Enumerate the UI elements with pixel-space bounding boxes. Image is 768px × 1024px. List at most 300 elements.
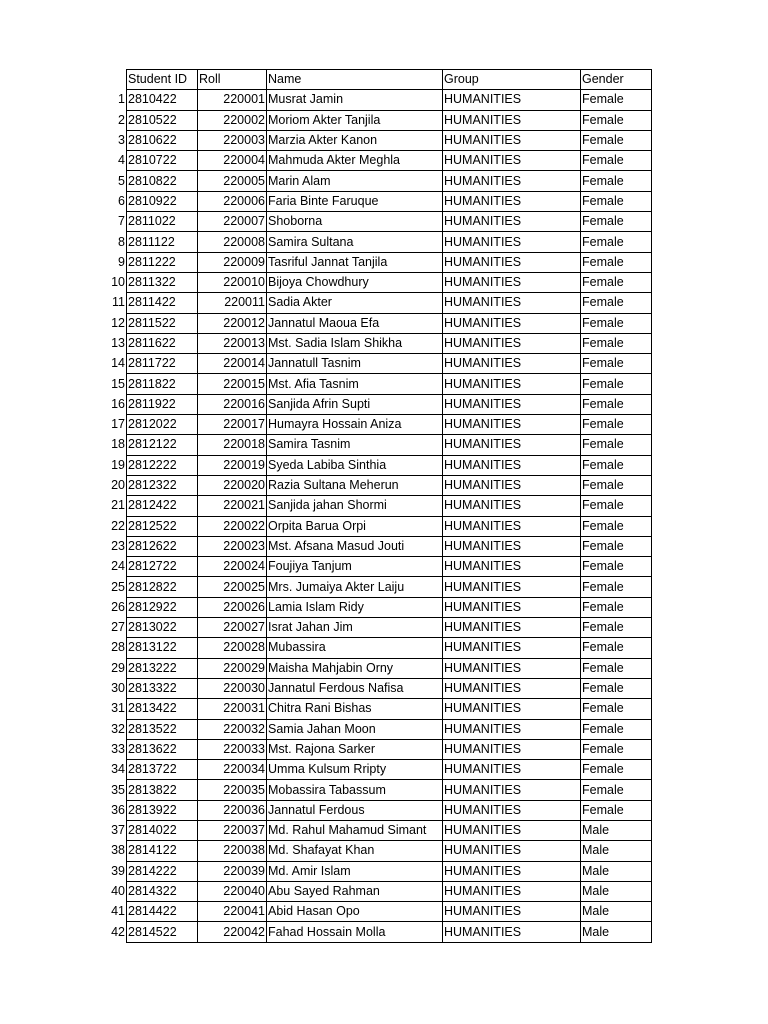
name-cell: Mst. Rajona Sarker bbox=[267, 739, 443, 759]
name-cell: Samira Tasnim bbox=[267, 435, 443, 455]
roll-cell: 220013 bbox=[198, 333, 267, 353]
student-id-cell: 2814522 bbox=[127, 922, 198, 942]
student-id-cell: 2811022 bbox=[127, 212, 198, 232]
row-index: 17 bbox=[111, 417, 125, 432]
gender-cell: Female bbox=[581, 638, 652, 658]
roll-cell: 220028 bbox=[198, 638, 267, 658]
roll-cell: 220019 bbox=[198, 455, 267, 475]
group-cell: HUMANITIES bbox=[443, 313, 581, 333]
table-row bbox=[97, 374, 652, 394]
group-cell: HUMANITIES bbox=[443, 719, 581, 739]
student-id-cell: 2811522 bbox=[127, 313, 198, 333]
roll-cell: 220022 bbox=[198, 516, 267, 536]
group-cell: HUMANITIES bbox=[443, 881, 581, 901]
row-index: 35 bbox=[111, 782, 125, 797]
gender-cell: Female bbox=[581, 658, 652, 678]
roll-cell: 220041 bbox=[198, 902, 267, 922]
table-row bbox=[97, 800, 652, 820]
name-cell: Mst. Afia Tasnim bbox=[267, 374, 443, 394]
row-index: 30 bbox=[111, 681, 125, 696]
row-index: 6 bbox=[118, 193, 125, 208]
row-index: 1 bbox=[118, 92, 125, 107]
roll-cell: 220009 bbox=[198, 252, 267, 272]
row-index: 20 bbox=[111, 478, 125, 493]
name-cell: Mahmuda Akter Meghla bbox=[267, 151, 443, 171]
row-index: 10 bbox=[111, 275, 125, 290]
student-id-cell: 2811622 bbox=[127, 333, 198, 353]
header-student-id: Student ID bbox=[127, 70, 198, 90]
row-index: 13 bbox=[111, 336, 125, 350]
group-cell: HUMANITIES bbox=[443, 902, 581, 922]
student-id-cell: 2813722 bbox=[127, 760, 198, 780]
group-cell: HUMANITIES bbox=[443, 252, 581, 272]
table-row bbox=[97, 415, 652, 435]
table-row bbox=[97, 354, 652, 374]
name-cell: Mst. Sadia Islam Shikha bbox=[267, 333, 443, 353]
row-index: 25 bbox=[111, 579, 125, 594]
gender-cell: Male bbox=[581, 881, 652, 901]
header-row bbox=[97, 70, 652, 90]
student-id-cell: 2811822 bbox=[127, 374, 198, 394]
name-cell: Jannatul Ferdous Nafisa bbox=[267, 678, 443, 698]
student-id-cell: 2812922 bbox=[127, 597, 198, 617]
row-index: 5 bbox=[118, 173, 125, 188]
roll-cell: 220018 bbox=[198, 435, 267, 455]
gender-cell: Male bbox=[581, 820, 652, 840]
roll-cell: 220031 bbox=[198, 699, 267, 719]
row-index: 9 bbox=[118, 254, 125, 269]
roll-cell: 220003 bbox=[198, 130, 267, 150]
roll-cell: 220040 bbox=[198, 881, 267, 901]
gender-cell: Female bbox=[581, 699, 652, 719]
table-row bbox=[97, 678, 652, 698]
gender-cell: Female bbox=[581, 536, 652, 556]
name-cell: Md. Shafayat Khan bbox=[267, 841, 443, 861]
roll-cell: 220005 bbox=[198, 171, 267, 191]
gender-cell: Female bbox=[581, 90, 652, 110]
group-cell: HUMANITIES bbox=[443, 739, 581, 759]
name-cell: Md. Rahul Mahamud Simant bbox=[267, 820, 443, 840]
gender-cell: Male bbox=[581, 902, 652, 922]
table-row bbox=[97, 638, 652, 658]
gender-cell: Female bbox=[581, 739, 652, 759]
student-id-cell: 2814322 bbox=[127, 881, 198, 901]
name-cell: Marzia Akter Kanon bbox=[267, 130, 443, 150]
table-row bbox=[97, 212, 652, 232]
roll-cell: 220037 bbox=[198, 820, 267, 840]
group-cell: HUMANITIES bbox=[443, 557, 581, 577]
group-cell: HUMANITIES bbox=[443, 699, 581, 719]
row-index: 16 bbox=[111, 396, 125, 411]
group-cell: HUMANITIES bbox=[443, 333, 581, 353]
student-id-cell: 2814122 bbox=[127, 841, 198, 861]
name-cell: Mrs. Jumaiya Akter Laiju bbox=[267, 577, 443, 597]
table-row bbox=[97, 191, 652, 211]
row-index: 31 bbox=[111, 701, 125, 716]
roll-cell: 220016 bbox=[198, 394, 267, 414]
name-cell: Mst. Afsana Masud Jouti bbox=[267, 536, 443, 556]
gender-cell: Female bbox=[581, 252, 652, 272]
header-index-cell bbox=[97, 70, 127, 90]
name-cell: Musrat Jamin bbox=[267, 90, 443, 110]
name-cell: Shoborna bbox=[267, 212, 443, 232]
roll-cell: 220027 bbox=[198, 618, 267, 638]
gender-cell: Female bbox=[581, 212, 652, 232]
row-index: 23 bbox=[111, 538, 125, 553]
student-id-cell: 2810822 bbox=[127, 171, 198, 191]
gender-cell: Female bbox=[581, 191, 652, 211]
row-index: 21 bbox=[111, 498, 125, 513]
roll-cell: 220008 bbox=[198, 232, 267, 252]
roll-cell: 220033 bbox=[198, 739, 267, 759]
student-id-cell: 2810922 bbox=[127, 191, 198, 211]
student-table bbox=[97, 69, 652, 943]
table-row bbox=[97, 597, 652, 617]
table-row bbox=[97, 90, 652, 110]
name-cell: Mobassira Tabassum bbox=[267, 780, 443, 800]
row-index: 40 bbox=[111, 884, 125, 899]
row-index: 18 bbox=[111, 437, 125, 452]
table-row bbox=[97, 618, 652, 638]
gender-cell: Female bbox=[581, 800, 652, 820]
student-id-cell: 2812522 bbox=[127, 516, 198, 536]
group-cell: HUMANITIES bbox=[443, 272, 581, 292]
roll-cell: 220002 bbox=[198, 110, 267, 130]
name-cell: Israt Jahan Jim bbox=[267, 618, 443, 638]
gender-cell: Female bbox=[581, 171, 652, 191]
table-row bbox=[97, 252, 652, 272]
gender-cell: Female bbox=[581, 577, 652, 597]
roll-cell: 220042 bbox=[198, 922, 267, 942]
table-row bbox=[97, 272, 652, 292]
group-cell: HUMANITIES bbox=[443, 232, 581, 252]
name-cell: Abid Hasan Opo bbox=[267, 902, 443, 922]
roll-cell: 220039 bbox=[198, 861, 267, 881]
student-id-cell: 2812822 bbox=[127, 577, 198, 597]
roll-cell: 220020 bbox=[198, 475, 267, 495]
row-index: 22 bbox=[111, 518, 125, 533]
roll-cell: 220038 bbox=[198, 841, 267, 861]
student-id-cell: 2814222 bbox=[127, 861, 198, 881]
table-row bbox=[97, 577, 652, 597]
roll-cell: 220017 bbox=[198, 415, 267, 435]
roll-cell: 220029 bbox=[198, 658, 267, 678]
roll-cell: 220030 bbox=[198, 678, 267, 698]
gender-cell: Female bbox=[581, 313, 652, 333]
table-row bbox=[97, 780, 652, 800]
name-cell: Jannatull Tasnim bbox=[267, 354, 443, 374]
table-row bbox=[97, 719, 652, 739]
name-cell: Foujiya Tanjum bbox=[267, 557, 443, 577]
roll-cell: 220011 bbox=[198, 293, 267, 313]
group-cell: HUMANITIES bbox=[443, 151, 581, 171]
row-index: 42 bbox=[111, 924, 125, 939]
student-id-cell: 2810622 bbox=[127, 130, 198, 150]
row-index: 26 bbox=[111, 599, 125, 614]
table-row bbox=[97, 902, 652, 922]
group-cell: HUMANITIES bbox=[443, 577, 581, 597]
table-row bbox=[97, 130, 652, 150]
student-id-cell: 2813122 bbox=[127, 638, 198, 658]
row-index: 37 bbox=[111, 823, 125, 838]
table-row bbox=[97, 496, 652, 516]
name-cell: Umma Kulsum Rripty bbox=[267, 760, 443, 780]
group-cell: HUMANITIES bbox=[443, 780, 581, 800]
gender-cell: Female bbox=[581, 496, 652, 516]
name-cell: Lamia Islam Ridy bbox=[267, 597, 443, 617]
table-row bbox=[97, 881, 652, 901]
group-cell: HUMANITIES bbox=[443, 597, 581, 617]
student-id-cell: 2813022 bbox=[127, 618, 198, 638]
student-id-cell: 2812322 bbox=[127, 475, 198, 495]
row-index: 11 bbox=[112, 295, 125, 310]
group-cell: HUMANITIES bbox=[443, 800, 581, 820]
gender-cell: Female bbox=[581, 151, 652, 171]
row-index: 41 bbox=[111, 904, 125, 919]
student-id-cell: 2811122 bbox=[127, 232, 198, 252]
roll-cell: 220035 bbox=[198, 780, 267, 800]
row-index: 33 bbox=[111, 741, 125, 756]
student-id-cell: 2813422 bbox=[127, 699, 198, 719]
group-cell: HUMANITIES bbox=[443, 922, 581, 942]
row-index: 38 bbox=[111, 843, 125, 858]
name-cell: Bijoya Chowdhury bbox=[267, 272, 443, 292]
gender-cell: Female bbox=[581, 272, 652, 292]
row-index: 29 bbox=[111, 660, 125, 675]
roll-cell: 220025 bbox=[198, 577, 267, 597]
table-row bbox=[97, 699, 652, 719]
roll-cell: 220006 bbox=[198, 191, 267, 211]
group-cell: HUMANITIES bbox=[443, 191, 581, 211]
roll-cell: 220021 bbox=[198, 496, 267, 516]
gender-cell: Female bbox=[581, 557, 652, 577]
group-cell: HUMANITIES bbox=[443, 354, 581, 374]
student-id-cell: 2814422 bbox=[127, 902, 198, 922]
table-row bbox=[97, 232, 652, 252]
row-index: 3 bbox=[118, 133, 125, 148]
row-index: 28 bbox=[111, 640, 125, 655]
roll-cell: 220001 bbox=[198, 90, 267, 110]
roll-cell: 220032 bbox=[198, 719, 267, 739]
gender-cell: Female bbox=[581, 293, 652, 313]
student-id-cell: 2810722 bbox=[127, 151, 198, 171]
group-cell: HUMANITIES bbox=[443, 618, 581, 638]
student-id-cell: 2810422 bbox=[127, 90, 198, 110]
group-cell: HUMANITIES bbox=[443, 516, 581, 536]
roll-cell: 220036 bbox=[198, 800, 267, 820]
gender-cell: Male bbox=[581, 922, 652, 942]
student-id-cell: 2814022 bbox=[127, 820, 198, 840]
name-cell: Samia Jahan Moon bbox=[267, 719, 443, 739]
name-cell: Samira Sultana bbox=[267, 232, 443, 252]
gender-cell: Female bbox=[581, 516, 652, 536]
name-cell: Marin Alam bbox=[267, 171, 443, 191]
row-index: 24 bbox=[111, 559, 125, 574]
roll-cell: 220023 bbox=[198, 536, 267, 556]
gender-cell: Female bbox=[581, 130, 652, 150]
gender-cell: Female bbox=[581, 780, 652, 800]
student-id-cell: 2813822 bbox=[127, 780, 198, 800]
group-cell: HUMANITIES bbox=[443, 110, 581, 130]
group-cell: HUMANITIES bbox=[443, 536, 581, 556]
gender-cell: Female bbox=[581, 333, 652, 353]
table-row bbox=[97, 760, 652, 780]
group-cell: HUMANITIES bbox=[443, 658, 581, 678]
student-id-cell: 2811222 bbox=[127, 252, 198, 272]
row-index: 14 bbox=[111, 356, 125, 371]
table-row bbox=[97, 516, 652, 536]
name-cell: Sanjida jahan Shormi bbox=[267, 496, 443, 516]
group-cell: HUMANITIES bbox=[443, 475, 581, 495]
name-cell: Faria Binte Faruque bbox=[267, 191, 443, 211]
row-index: 32 bbox=[111, 721, 125, 736]
row-index: 34 bbox=[111, 762, 125, 777]
gender-cell: Female bbox=[581, 374, 652, 394]
roll-cell: 220012 bbox=[198, 313, 267, 333]
student-id-cell: 2813522 bbox=[127, 719, 198, 739]
student-id-cell: 2811722 bbox=[127, 354, 198, 374]
gender-cell: Female bbox=[581, 597, 652, 617]
student-id-cell: 2812422 bbox=[127, 496, 198, 516]
group-cell: HUMANITIES bbox=[443, 820, 581, 840]
name-cell: Maisha Mahjabin Orny bbox=[267, 658, 443, 678]
table-row bbox=[97, 739, 652, 759]
name-cell: Chitra Rani Bishas bbox=[267, 699, 443, 719]
student-list-sheet bbox=[97, 69, 652, 943]
roll-cell: 220026 bbox=[198, 597, 267, 617]
table-row bbox=[97, 475, 652, 495]
group-cell: HUMANITIES bbox=[443, 841, 581, 861]
gender-cell: Female bbox=[581, 760, 652, 780]
gender-cell: Female bbox=[581, 719, 652, 739]
student-id-cell: 2813622 bbox=[127, 739, 198, 759]
row-index: 36 bbox=[111, 802, 125, 817]
roll-cell: 220024 bbox=[198, 557, 267, 577]
table-row bbox=[97, 313, 652, 333]
gender-cell: Female bbox=[581, 618, 652, 638]
name-cell: Sadia Akter bbox=[267, 293, 443, 313]
header-name: Name bbox=[267, 70, 443, 90]
row-index: 15 bbox=[111, 376, 125, 391]
roll-cell: 220015 bbox=[198, 374, 267, 394]
roll-cell: 220007 bbox=[198, 212, 267, 232]
student-id-cell: 2811922 bbox=[127, 394, 198, 414]
row-index: 2 bbox=[118, 112, 125, 127]
table-row bbox=[97, 435, 652, 455]
group-cell: HUMANITIES bbox=[443, 415, 581, 435]
student-id-cell: 2812622 bbox=[127, 536, 198, 556]
gender-cell: Female bbox=[581, 354, 652, 374]
roll-cell: 220004 bbox=[198, 151, 267, 171]
table-row bbox=[97, 171, 652, 191]
group-cell: HUMANITIES bbox=[443, 394, 581, 414]
roll-cell: 220034 bbox=[198, 760, 267, 780]
group-cell: HUMANITIES bbox=[443, 455, 581, 475]
name-cell: Fahad Hossain Molla bbox=[267, 922, 443, 942]
row-index: 27 bbox=[111, 620, 125, 635]
table-row bbox=[97, 841, 652, 861]
name-cell: Razia Sultana Meherun bbox=[267, 475, 443, 495]
group-cell: HUMANITIES bbox=[443, 293, 581, 313]
table-row bbox=[97, 658, 652, 678]
name-cell: Jannatul Ferdous bbox=[267, 800, 443, 820]
header-roll: Roll bbox=[198, 70, 267, 90]
student-id-cell: 2812022 bbox=[127, 415, 198, 435]
gender-cell: Male bbox=[581, 861, 652, 881]
gender-cell: Female bbox=[581, 455, 652, 475]
group-cell: HUMANITIES bbox=[443, 374, 581, 394]
group-cell: HUMANITIES bbox=[443, 760, 581, 780]
table-row bbox=[97, 455, 652, 475]
name-cell: Jannatul Maoua Efa bbox=[267, 313, 443, 333]
group-cell: HUMANITIES bbox=[443, 212, 581, 232]
name-cell: Sanjida Afrin Supti bbox=[267, 394, 443, 414]
student-id-cell: 2812122 bbox=[127, 435, 198, 455]
table-body bbox=[97, 90, 652, 942]
name-cell: Syeda Labiba Sinthia bbox=[267, 455, 443, 475]
name-cell: Humayra Hossain Aniza bbox=[267, 415, 443, 435]
row-index: 39 bbox=[111, 863, 125, 878]
student-id-cell: 2812722 bbox=[127, 557, 198, 577]
roll-cell: 220010 bbox=[198, 272, 267, 292]
table-row bbox=[97, 333, 652, 353]
group-cell: HUMANITIES bbox=[443, 861, 581, 881]
name-cell: Mubassira bbox=[267, 638, 443, 658]
header-gender: Gender bbox=[581, 70, 652, 90]
row-index: 7 bbox=[118, 214, 125, 229]
gender-cell: Male bbox=[581, 841, 652, 861]
gender-cell: Female bbox=[581, 232, 652, 252]
table-row bbox=[97, 820, 652, 840]
gender-cell: Female bbox=[581, 110, 652, 130]
group-cell: HUMANITIES bbox=[443, 678, 581, 698]
table-row bbox=[97, 394, 652, 414]
table-row bbox=[97, 922, 652, 942]
name-cell: Md. Amir Islam bbox=[267, 861, 443, 881]
student-id-cell: 2811322 bbox=[127, 272, 198, 292]
table-row bbox=[97, 557, 652, 577]
table-row bbox=[97, 110, 652, 130]
name-cell: Orpita Barua Orpi bbox=[267, 516, 443, 536]
student-id-cell: 2810522 bbox=[127, 110, 198, 130]
table-row bbox=[97, 151, 652, 171]
roll-cell: 220014 bbox=[198, 354, 267, 374]
gender-cell: Female bbox=[581, 475, 652, 495]
table-row bbox=[97, 293, 652, 313]
gender-cell: Female bbox=[581, 678, 652, 698]
row-index: 19 bbox=[111, 457, 125, 472]
table-row bbox=[97, 861, 652, 881]
student-id-cell: 2812222 bbox=[127, 455, 198, 475]
row-index: 4 bbox=[118, 153, 125, 168]
group-cell: HUMANITIES bbox=[443, 496, 581, 516]
gender-cell: Female bbox=[581, 394, 652, 414]
name-cell: Abu Sayed Rahman bbox=[267, 881, 443, 901]
student-id-cell: 2813922 bbox=[127, 800, 198, 820]
group-cell: HUMANITIES bbox=[443, 638, 581, 658]
name-cell: Moriom Akter Tanjila bbox=[267, 110, 443, 130]
row-index: 12 bbox=[111, 315, 125, 330]
table-row bbox=[97, 536, 652, 556]
student-id-cell: 2811422 bbox=[127, 293, 198, 313]
student-id-cell: 2813222 bbox=[127, 658, 198, 678]
gender-cell: Female bbox=[581, 415, 652, 435]
group-cell: HUMANITIES bbox=[443, 130, 581, 150]
student-id-cell: 2813322 bbox=[127, 678, 198, 698]
group-cell: HUMANITIES bbox=[443, 435, 581, 455]
header-group: Group bbox=[443, 70, 581, 90]
gender-cell: Female bbox=[581, 435, 652, 455]
